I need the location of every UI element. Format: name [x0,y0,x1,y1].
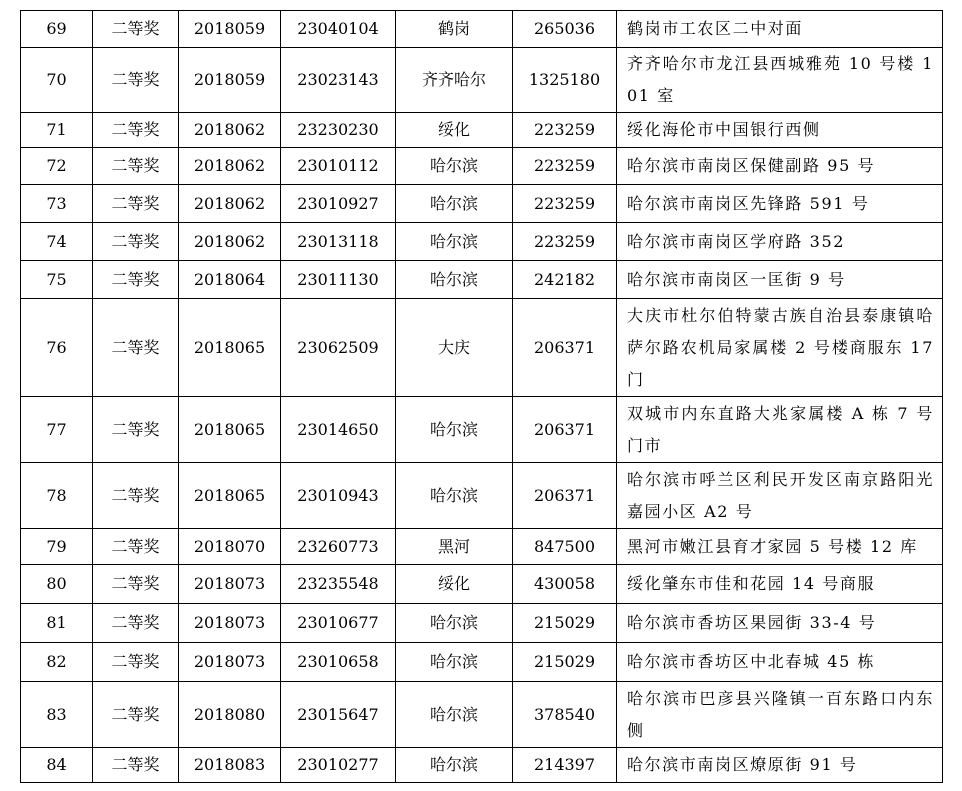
cell-city: 哈尔滨 [396,682,513,748]
table-row [21,113,943,148]
cell-city: 齐齐哈尔 [396,48,513,113]
cell-address: 哈尔滨市南岗区学府路 352 [617,223,943,261]
cell-row-number: 83 [21,682,93,748]
cell-prize-level: 二等奖 [93,748,179,783]
cell-prize-level: 二等奖 [93,48,179,113]
cell-prize-level: 二等奖 [93,113,179,148]
cell-period-number: 2018062 [179,113,281,148]
table-row [21,529,943,565]
table-row [21,148,943,185]
cell-period-number: 2018083 [179,748,281,783]
cell-prize-amount: 215029 [513,604,617,643]
cell-period-number: 2018065 [179,463,281,529]
cell-city: 鹤岗 [396,11,513,48]
cell-prize-amount: 206371 [513,299,617,397]
cell-address: 双城市内东直路大兆家属楼 A 栋 7 号门市 [617,397,943,463]
cell-station-id: 23014650 [281,397,396,463]
cell-row-number: 79 [21,529,93,565]
cell-prize-level: 二等奖 [93,261,179,299]
cell-period-number: 2018059 [179,11,281,48]
cell-prize-amount: 847500 [513,529,617,565]
cell-prize-amount: 223259 [513,113,617,148]
cell-station-id: 23230230 [281,113,396,148]
cell-prize-amount: 430058 [513,565,617,604]
cell-row-number: 69 [21,11,93,48]
table-row [21,299,943,397]
table-row [21,223,943,261]
cell-prize-amount: 214397 [513,748,617,783]
cell-prize-amount: 215029 [513,643,617,682]
cell-prize-level: 二等奖 [93,11,179,48]
cell-period-number: 2018062 [179,185,281,223]
cell-prize-amount: 223259 [513,223,617,261]
cell-address: 绥化肇东市佳和花园 14 号商服 [617,565,943,604]
cell-station-id: 23040104 [281,11,396,48]
cell-prize-level: 二等奖 [93,223,179,261]
cell-station-id: 23260773 [281,529,396,565]
cell-city: 绥化 [396,565,513,604]
cell-row-number: 72 [21,148,93,185]
cell-row-number: 77 [21,397,93,463]
cell-address: 哈尔滨市南岗区燎原街 91 号 [617,748,943,783]
table-row [21,463,943,529]
cell-station-id: 23023143 [281,48,396,113]
cell-prize-amount: 223259 [513,185,617,223]
cell-address: 哈尔滨市呼兰区利民开发区南京路阳光嘉园小区 A2 号 [617,463,943,529]
cell-station-id: 23235548 [281,565,396,604]
cell-station-id: 23010112 [281,148,396,185]
cell-station-id: 23010927 [281,185,396,223]
table-row [21,643,943,682]
cell-period-number: 2018065 [179,397,281,463]
table-row [21,185,943,223]
cell-prize-level: 二等奖 [93,682,179,748]
cell-prize-amount: 1325180 [513,48,617,113]
cell-period-number: 2018073 [179,643,281,682]
cell-address: 哈尔滨市南岗区先锋路 591 号 [617,185,943,223]
table-row [21,397,943,463]
cell-prize-amount: 206371 [513,463,617,529]
cell-city: 大庆 [396,299,513,397]
table-row [21,748,943,783]
cell-station-id: 23010277 [281,748,396,783]
cell-period-number: 2018064 [179,261,281,299]
cell-row-number: 73 [21,185,93,223]
cell-address: 绥化海伦市中国银行西侧 [617,113,943,148]
cell-station-id: 23062509 [281,299,396,397]
cell-prize-level: 二等奖 [93,148,179,185]
cell-station-id: 23010943 [281,463,396,529]
cell-address: 哈尔滨市巴彦县兴隆镇一百东路口内东侧 [617,682,943,748]
cell-city: 黑河 [396,529,513,565]
prize-table [20,10,943,783]
table-row [21,48,943,113]
cell-city: 哈尔滨 [396,604,513,643]
cell-address: 哈尔滨市南岗区保健副路 95 号 [617,148,943,185]
cell-row-number: 80 [21,565,93,604]
cell-address: 齐齐哈尔市龙江县西城雅苑 10 号楼 101 室 [617,48,943,113]
cell-period-number: 2018073 [179,604,281,643]
cell-row-number: 82 [21,643,93,682]
cell-city: 哈尔滨 [396,261,513,299]
cell-city: 哈尔滨 [396,748,513,783]
cell-address: 大庆市杜尔伯特蒙古族自治县泰康镇哈萨尔路农机局家属楼 2 号楼商服东 17 门 [617,299,943,397]
cell-station-id: 23011130 [281,261,396,299]
cell-row-number: 84 [21,748,93,783]
cell-period-number: 2018059 [179,48,281,113]
prize-table-body [21,11,943,783]
table-row [21,604,943,643]
cell-prize-level: 二等奖 [93,643,179,682]
cell-period-number: 2018080 [179,682,281,748]
cell-period-number: 2018062 [179,223,281,261]
cell-station-id: 23010677 [281,604,396,643]
cell-address: 鹤岗市工农区二中对面 [617,11,943,48]
cell-row-number: 76 [21,299,93,397]
cell-address: 哈尔滨市香坊区果园街 33-4 号 [617,604,943,643]
cell-prize-level: 二等奖 [93,565,179,604]
cell-row-number: 75 [21,261,93,299]
cell-prize-level: 二等奖 [93,529,179,565]
cell-prize-level: 二等奖 [93,185,179,223]
cell-prize-level: 二等奖 [93,299,179,397]
cell-prize-level: 二等奖 [93,604,179,643]
cell-prize-amount: 378540 [513,682,617,748]
cell-city: 绥化 [396,113,513,148]
table-row [21,565,943,604]
cell-address: 哈尔滨市香坊区中北春城 45 栋 [617,643,943,682]
cell-city: 哈尔滨 [396,148,513,185]
cell-period-number: 2018065 [179,299,281,397]
cell-station-id: 23015647 [281,682,396,748]
cell-city: 哈尔滨 [396,185,513,223]
cell-prize-amount: 223259 [513,148,617,185]
cell-prize-amount: 206371 [513,397,617,463]
cell-prize-level: 二等奖 [93,397,179,463]
cell-city: 哈尔滨 [396,397,513,463]
cell-station-id: 23013118 [281,223,396,261]
cell-prize-level: 二等奖 [93,463,179,529]
cell-city: 哈尔滨 [396,643,513,682]
table-row [21,261,943,299]
cell-period-number: 2018062 [179,148,281,185]
cell-period-number: 2018073 [179,565,281,604]
table-row [21,11,943,48]
cell-address: 哈尔滨市南岗区一匡街 9 号 [617,261,943,299]
cell-station-id: 23010658 [281,643,396,682]
cell-city: 哈尔滨 [396,463,513,529]
cell-prize-amount: 242182 [513,261,617,299]
cell-period-number: 2018070 [179,529,281,565]
table-row [21,682,943,748]
cell-row-number: 71 [21,113,93,148]
cell-row-number: 78 [21,463,93,529]
cell-address: 黑河市嫩江县育才家园 5 号楼 12 库 [617,529,943,565]
cell-row-number: 74 [21,223,93,261]
cell-prize-amount: 265036 [513,11,617,48]
cell-row-number: 70 [21,48,93,113]
cell-row-number: 81 [21,604,93,643]
cell-city: 哈尔滨 [396,223,513,261]
